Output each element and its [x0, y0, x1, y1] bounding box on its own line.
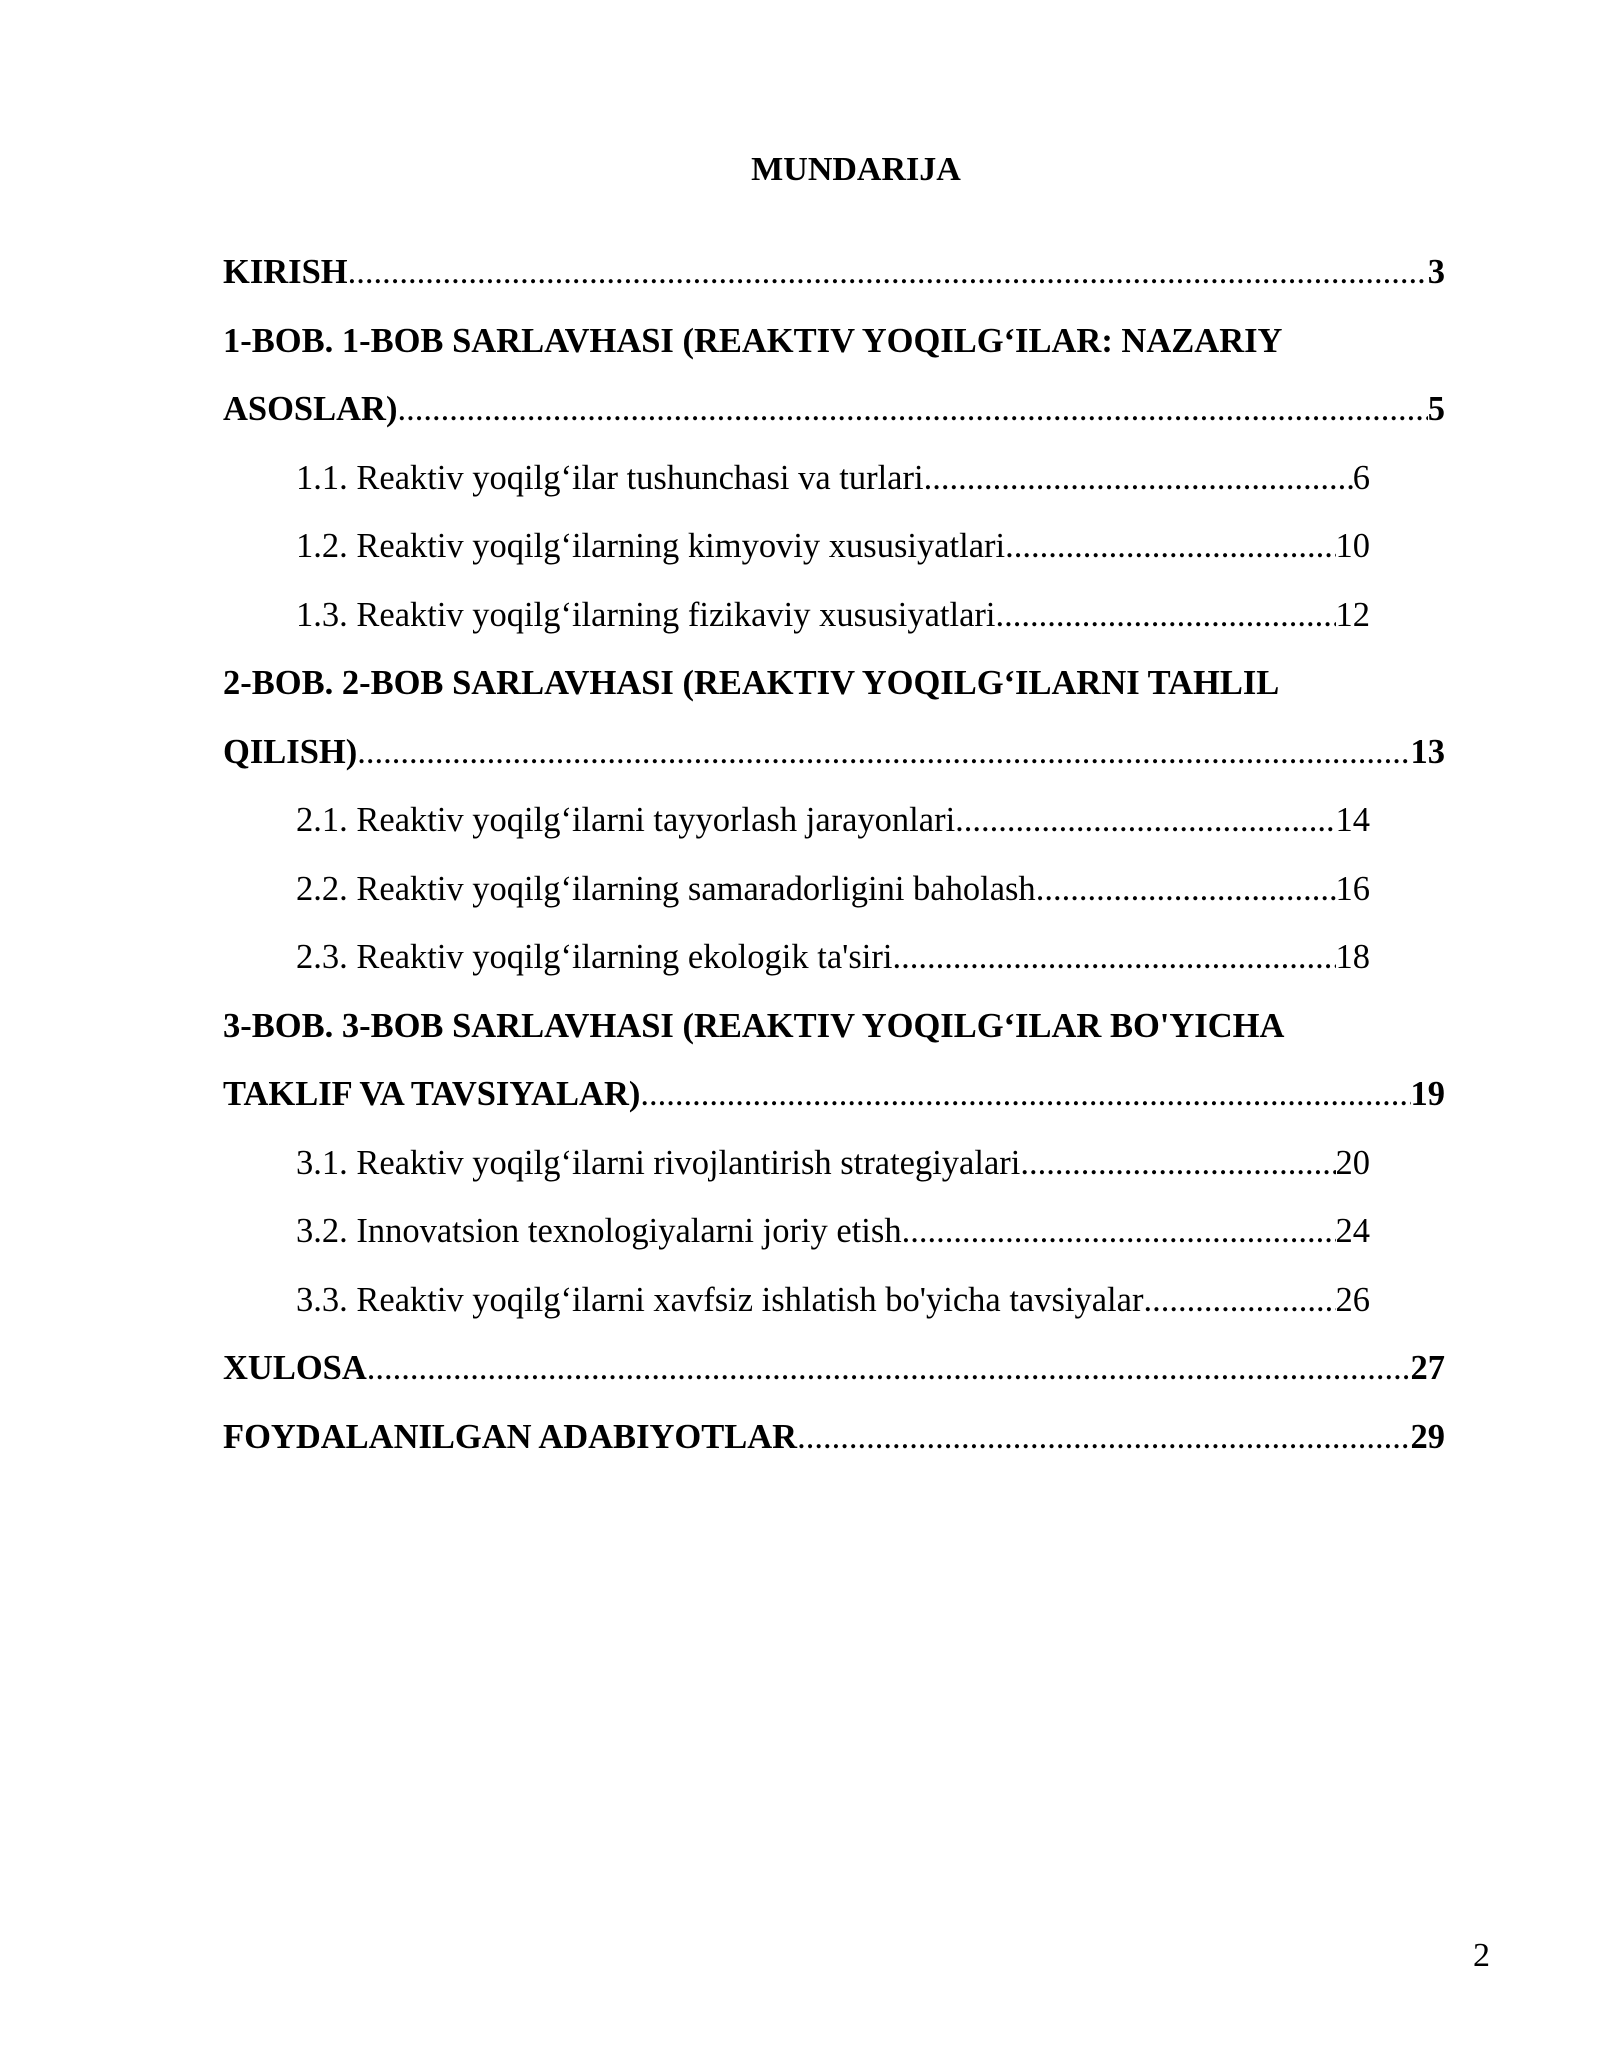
toc-entry-section-1-2[interactable]: [296, 512, 1370, 581]
toc-entry-title-line-2: ASOSLAR): [223, 390, 398, 428]
toc-page-number: 10: [1335, 527, 1370, 565]
toc-entry-title: 1.2. Reaktiv yoqilg‘ilarning kimyoviy xususiyatlari: [296, 527, 1006, 565]
toc-page-number: 13: [1410, 732, 1445, 771]
toc-page-number: 26: [1335, 1280, 1370, 1319]
toc-page-number: 27: [1410, 1349, 1445, 1387]
toc-entry-title: 3.2. Innovatsion texnologiyalarni joriy etish: [296, 1212, 902, 1250]
dot-leader: [902, 1197, 1336, 1266]
toc-entry-title-line-1: 3-BOB. 3-BOB SARLAVHASI (REAKTIV YOQILG‘ILAR BO'YICHA: [223, 1006, 1285, 1045]
toc-entry-adabiyotlar[interactable]: [223, 1403, 1445, 1472]
toc-entry-section-2-2[interactable]: [296, 855, 1370, 924]
toc-entry-title-line-1: 1-BOB. 1-BOB SARLAVHASI (REAKTIV YOQILG‘ILAR: NAZARIY: [223, 321, 1283, 360]
toc-page-number: 16: [1335, 869, 1370, 908]
toc-entry-title: 2.3. Reaktiv yoqilg‘ilarning ekologik ta'siri: [296, 938, 893, 976]
dot-leader: [1036, 855, 1336, 924]
toc-page-number: 3: [1427, 253, 1445, 291]
toc-entry-title: 1.1. Reaktiv yoqilg‘ilar tushunchasi va turlari: [296, 458, 924, 497]
toc-entry-title: FOYDALANILGAN ADABIYOTLAR: [223, 1417, 798, 1456]
toc-entry-title: KIRISH: [223, 253, 348, 291]
toc-entry-section-2-3[interactable]: [296, 923, 1370, 992]
dot-leader: [797, 1403, 1410, 1472]
toc-entry-kirish[interactable]: [223, 238, 1445, 307]
table-of-contents: [223, 238, 1445, 1471]
toc-entry-title: 3.1. Reaktiv yoqilg‘ilarni rivojlantirish strategiyalari: [296, 1143, 1021, 1182]
dot-leader: [1005, 512, 1335, 581]
toc-entry-chapter-3[interactable]: [223, 992, 1445, 1129]
dot-leader: [367, 1334, 1411, 1403]
dot-leader: [640, 1060, 1410, 1129]
toc-page-number: 20: [1335, 1143, 1370, 1182]
toc-page-number: 18: [1335, 938, 1370, 976]
toc-entry-xulosa[interactable]: [223, 1334, 1445, 1403]
dot-leader: [924, 444, 1353, 513]
toc-entry-title-line-2: TAKLIF VA TAVSIYALAR): [223, 1075, 641, 1113]
toc-entry-title: 1.3. Reaktiv yoqilg‘ilarning fizikaviy xususiyatlari: [296, 595, 996, 634]
toc-entry-section-3-1[interactable]: [296, 1129, 1370, 1198]
toc-entry-title: 2.1. Reaktiv yoqilg‘ilarni tayyorlash jarayonlari: [296, 801, 956, 839]
dot-leader: [892, 923, 1335, 992]
toc-page-number: 14: [1335, 801, 1370, 839]
toc-entry-section-1-1[interactable]: [296, 444, 1370, 513]
toc-entry-title: 2.2. Reaktiv yoqilg‘ilarning samaradorligini baholash: [296, 869, 1036, 908]
dot-leader: [1020, 1129, 1335, 1198]
toc-page-number: 29: [1410, 1417, 1445, 1456]
dot-leader: [357, 718, 1410, 787]
toc-page-number: 6: [1352, 458, 1370, 497]
toc-title: MUNDARIJA: [751, 151, 961, 188]
toc-entry-section-1-3[interactable]: [296, 581, 1370, 650]
toc-page-number: 5: [1427, 390, 1445, 428]
page-number: 2: [1473, 1937, 1490, 1974]
toc-entry-section-3-3[interactable]: [296, 1266, 1370, 1335]
toc-page-number: 24: [1335, 1212, 1370, 1250]
dot-leader: [348, 238, 1428, 307]
dot-leader: [397, 375, 1427, 444]
toc-entry-chapter-2[interactable]: [223, 649, 1445, 786]
toc-entry-title-line-2: QILISH): [223, 732, 358, 771]
toc-entry-section-2-1[interactable]: [296, 786, 1370, 855]
toc-entry-title: 3.3. Reaktiv yoqilg‘ilarni xavfsiz ishlatish bo'yicha tavsiyalar: [296, 1280, 1144, 1319]
toc-page-number: 12: [1335, 595, 1370, 634]
toc-entry-chapter-1[interactable]: [223, 307, 1445, 444]
toc-page-number: 19: [1410, 1075, 1445, 1113]
dot-leader: [1143, 1266, 1335, 1335]
toc-entry-section-3-2[interactable]: [296, 1197, 1370, 1266]
dot-leader: [995, 581, 1335, 650]
toc-entry-title-line-1: 2-BOB. 2-BOB SARLAVHASI (REAKTIV YOQILG‘ILARNI TAHLIL: [223, 664, 1280, 702]
dot-leader: [955, 786, 1335, 855]
toc-entry-title: XULOSA: [223, 1349, 367, 1387]
